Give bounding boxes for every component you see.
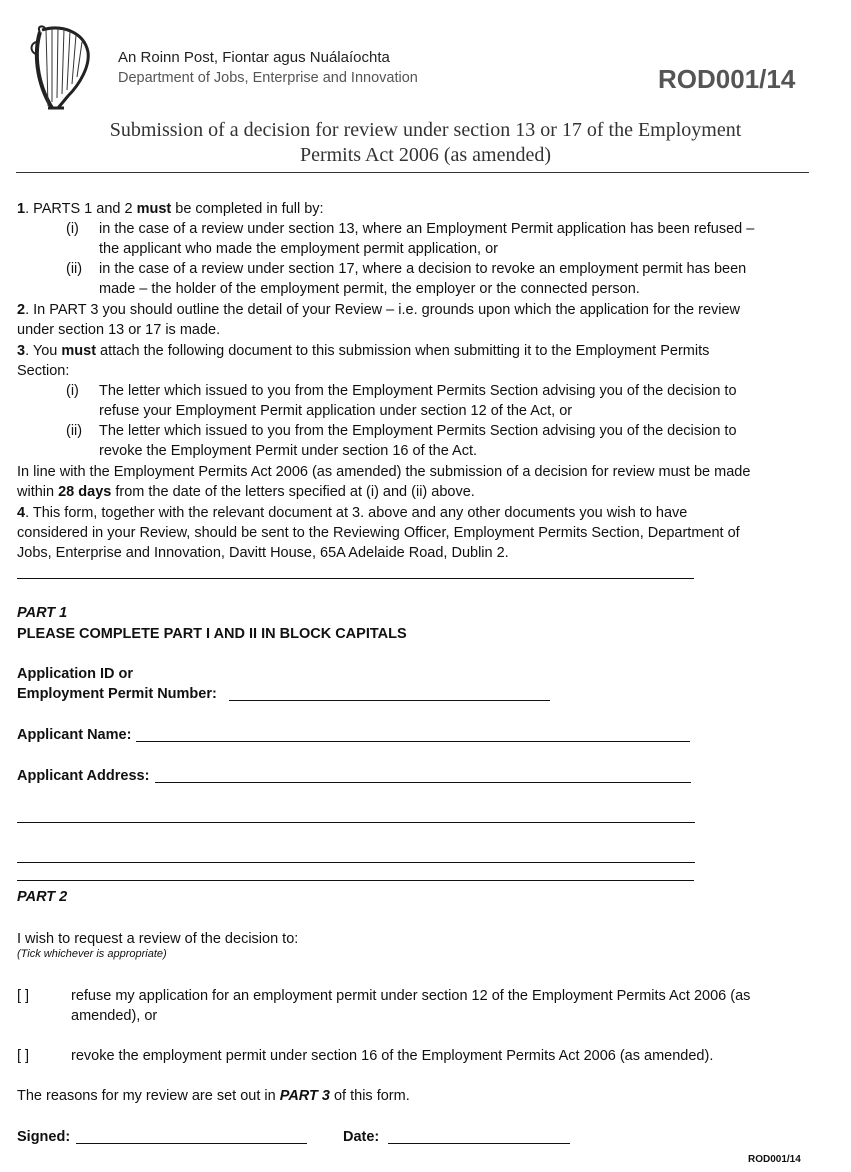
instruction-3-sub1-line1: The letter which issued to you from the Employment Permits Section advising you of the decision to: [99, 383, 737, 399]
form-code: ROD001/14: [658, 64, 796, 94]
instruction-4-line3: Jobs, Enterprise and Innovation, Davitt House, 65A Adelaide Road, Dublin 2.: [17, 545, 509, 561]
applicant-address-field-1[interactable]: [155, 768, 691, 783]
instruction-3-sub1-line2: refuse your Employment Permit application under section 12 of the Act, or: [99, 403, 573, 419]
part1-subheading: PLEASE COMPLETE PART I AND II IN BLOCK CAPITALS: [17, 626, 407, 642]
part-divider: [17, 880, 694, 881]
department-name-irish: An Roinn Post, Fiontar agus Nuálaíochta: [118, 49, 390, 66]
harp-emblem-icon: [28, 22, 94, 114]
option1-text-line1: refuse my application for an employment permit under section 12 of the Employment Permits Act 2006 (as: [71, 988, 751, 1004]
instruction-3-line1: 3. You must attach the following document to this submission when submitting it to the Employment Permits: [17, 343, 710, 359]
part2-intro: I wish to request a review of the decision to:: [17, 931, 299, 947]
part1-heading: PART 1: [17, 605, 68, 621]
applicant-name-field[interactable]: [136, 727, 690, 742]
instruction-1-sub1-line1: in the case of a review under section 13, where an Employment Permit application has been refused –: [99, 221, 755, 237]
instruction-3-sub2-number: (ii): [66, 423, 83, 439]
instruction-1: 1. PARTS 1 and 2 must be completed in full by:: [17, 201, 324, 217]
instruction-4-line2: considered in your Review, should be sent to the Reviewing Officer, Employment Permits Section, Department of: [17, 525, 740, 541]
title-divider: [16, 172, 809, 173]
option2-checkbox[interactable]: [ ]: [17, 1048, 30, 1064]
signature-field[interactable]: [76, 1129, 307, 1144]
deadline-line1: In line with the Employment Permits Act 2006 (as amended) the submission of a decision for review must be made: [17, 464, 751, 480]
option1-checkbox[interactable]: [ ]: [17, 988, 30, 1004]
instruction-3-sub2-line1: The letter which issued to you from the Employment Permits Section advising you of the decision to: [99, 423, 737, 439]
footer-form-code: ROD001/14: [748, 1154, 801, 1165]
instruction-3-line2: Section:: [17, 363, 70, 379]
instruction-3-sub2-line2: revoke the Employment Permit under section 16 of the Act.: [99, 443, 477, 459]
form-title: Submission of a decision for review under section 13 or 17 of the Employment Permits Act 2006 (as amended): [109, 119, 742, 166]
option1-text-line2: amended), or: [71, 1008, 158, 1024]
applicant-address-field-2[interactable]: [17, 808, 695, 823]
date-label: Date:: [343, 1129, 380, 1145]
instruction-3-sub1-number: (i): [66, 383, 79, 399]
employment-permit-number-label: Employment Permit Number:: [17, 686, 217, 702]
instruction-4-line1: 4. This form, together with the relevant document at 3. above and any other documents you wish to have: [17, 505, 688, 521]
applicant-address-label: Applicant Address:: [17, 768, 150, 784]
tick-note: (Tick whichever is appropriate): [17, 948, 167, 960]
instruction-1-sub2-line1: in the case of a review under section 17, where a decision to revoke an employment permit has been: [99, 261, 747, 277]
reasons-statement: The reasons for my review are set out in PART 3 of this form.: [17, 1088, 410, 1104]
date-field[interactable]: [388, 1129, 570, 1144]
signed-label: Signed:: [17, 1129, 71, 1145]
deadline-line2: within 28 days from the date of the letters specified at (i) and (ii) above.: [17, 484, 475, 500]
part2-heading: PART 2: [17, 889, 68, 905]
instruction-2-line1: 2. In PART 3 you should outline the detail of your Review – i.e. grounds upon which the application for the review: [17, 302, 741, 318]
employment-permit-number-field[interactable]: [229, 686, 550, 701]
department-name-english: Department of Jobs, Enterprise and Innovation: [118, 70, 418, 86]
applicant-address-field-3[interactable]: [17, 848, 695, 863]
application-id-label: Application ID or: [17, 666, 133, 682]
instruction-1-sub1-line2: the applicant who made the employment permit application, or: [99, 241, 498, 257]
section-divider: [17, 578, 694, 579]
applicant-name-label: Applicant Name:: [17, 727, 132, 743]
instruction-1-sub2-line2: made – the holder of the employment permit, the employer or the connected person.: [99, 281, 640, 297]
instruction-1-sub2-number: (ii): [66, 261, 83, 277]
instruction-1-sub1-number: (i): [66, 221, 79, 237]
option2-text: revoke the employment permit under section 16 of the Employment Permits Act 2006 (as amended).: [71, 1048, 714, 1064]
instruction-2-line2: under section 13 or 17 is made.: [17, 322, 221, 338]
